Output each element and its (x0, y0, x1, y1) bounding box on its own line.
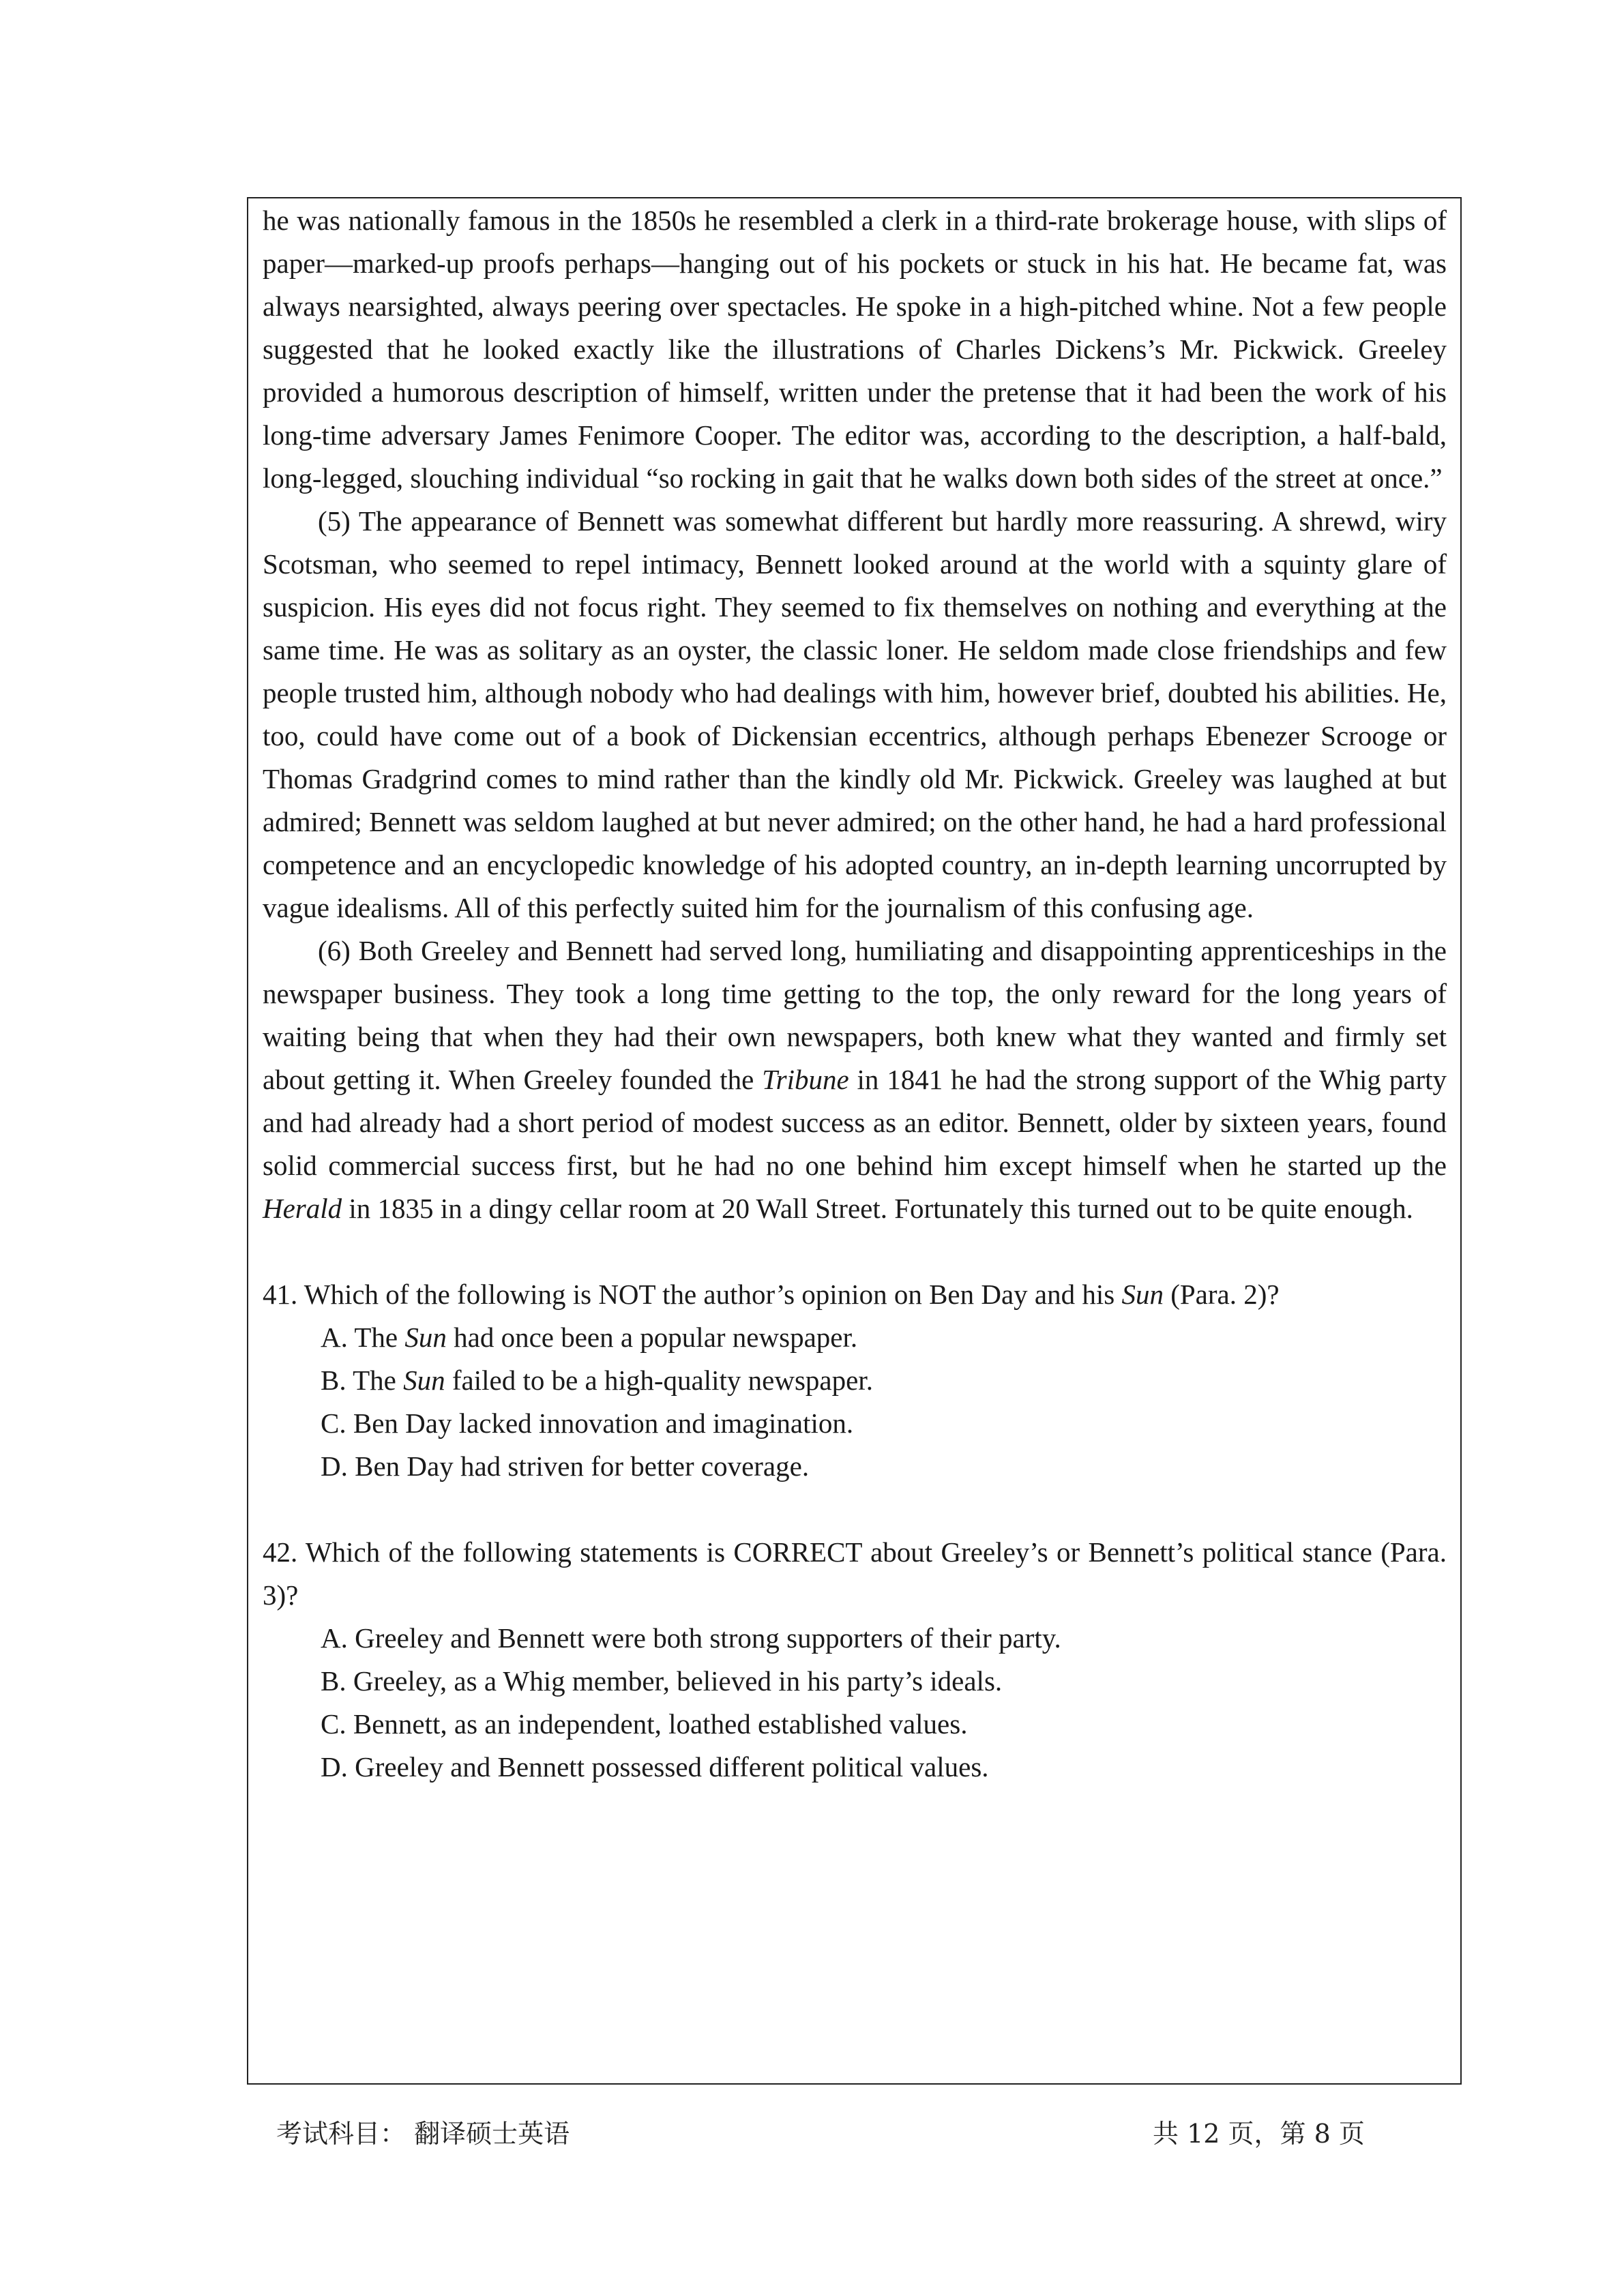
spacer (263, 1488, 1447, 1531)
question-41-option-b: B. The Sun failed to be a high-quality newspaper. (321, 1365, 873, 1396)
question-42-option-c: C. Bennett, as an independent, loathed established values. (321, 1708, 968, 1740)
footer-page-number: 共 12 页，第 8 页 (1153, 2119, 1365, 2149)
question-42-stem: 42. Which of the following statements is CORRECT about Greeley’s or Bennett’s political stance (Para. 3)? (263, 1536, 1447, 1611)
para6-text-3: in 1835 in a dingy cellar room at 20 Wall Street. Fortunately this turned out to be quite enough. (342, 1193, 1413, 1224)
para6-text-1: (6) Both Greeley and Bennett had served long, humiliating and disappointing apprenticeships in the newspaper business. They took a long time getting to the top, the only reward for the long years of waiting being that when they had their own newspapers, both knew what they wanted and firmly set about getting it. When Greeley founded the (263, 935, 1447, 1095)
question-41-stem: 41. Which of the following is NOT the author’s opinion on Ben Day and his Sun (Para. 2)? (263, 1279, 1280, 1310)
spacer (263, 1230, 1447, 1273)
footer-exam-subject: 考试科目： 翻译硕士英语 (276, 2119, 570, 2149)
question-42-option-a: A. Greeley and Bennett were both strong supporters of their party. (321, 1622, 1061, 1654)
passage-paragraph-4-continued: he was nationally famous in the 1850s he resembled a clerk in a third-rate brokerage house, with slips of paper—marked-up proofs perhaps—hanging out of his pockets or stuck in his hat. He became fat, was always nearsighted, always peering over spectacles. He spoke in a high-pitched whine. Not a few people suggested that he looked exactly like the illustrations of Charles Dickens’s Mr. Pickwick. Greeley provided a humorous description of himself, written under the pretense that it had been the work of his long-time adversary James Fenimore Cooper. The editor was, according to the description, a half-bald, long-legged, slouching individual “so rocking in gait that he walks down both sides of the street at once.” (263, 205, 1447, 494)
exam-content (263, 199, 1447, 1789)
passage-paragraph-5: (5) The appearance of Bennett was somewhat different but hardly more reassuring. A shrewd, wiry Scotsman, who seemed to repel intimacy, Bennett looked around at the world with a squinty glare of suspicion. His eyes did not focus right. They seemed to fix themselves on nothing and everything at the same time. He was as solitary as an oyster, the classic loner. He seldom made close friendships and few people trusted him, although nobody who had dealings with him, however brief, doubted his abilities. He, too, could have come out of a book of Dickensian eccentrics, although perhaps Ebenezer Scrooge or Thomas Gradgrind comes to mind rather than the kindly old Mr. Pickwick. Greeley was laughed at but admired; Bennett was seldom laughed at but never admired; on the other hand, he had a hard professional competence and an encyclopedic knowledge of his adopted country, an in-depth learning uncorrupted by vague idealisms. All of this perfectly suited him for the journalism of this confusing age. (263, 505, 1447, 923)
tribune-title: Tribune (762, 1064, 849, 1095)
question-41-option-c: C. Ben Day lacked innovation and imagination. (321, 1407, 854, 1439)
question-42-option-d: D. Greeley and Bennett possessed different political values. (321, 1751, 989, 1783)
question-42-option-b: B. Greeley, as a Whig member, believed in his party’s ideals. (321, 1665, 1003, 1697)
para6-text-2: in 1841 he had the strong support of the Whig party and had already had a short period of modest success as an editor. Bennett, older by sixteen years, found solid commercial success first, but he had no one behind him except himself when he started up the (263, 1064, 1447, 1181)
question-41-option-d: D. Ben Day had striven for better coverage. (321, 1450, 810, 1482)
passage-paragraph-6 (263, 929, 1447, 1230)
question-41-option-a: A. The Sun had once been a popular newspaper. (321, 1322, 858, 1353)
herald-title: Herald (263, 1193, 342, 1224)
